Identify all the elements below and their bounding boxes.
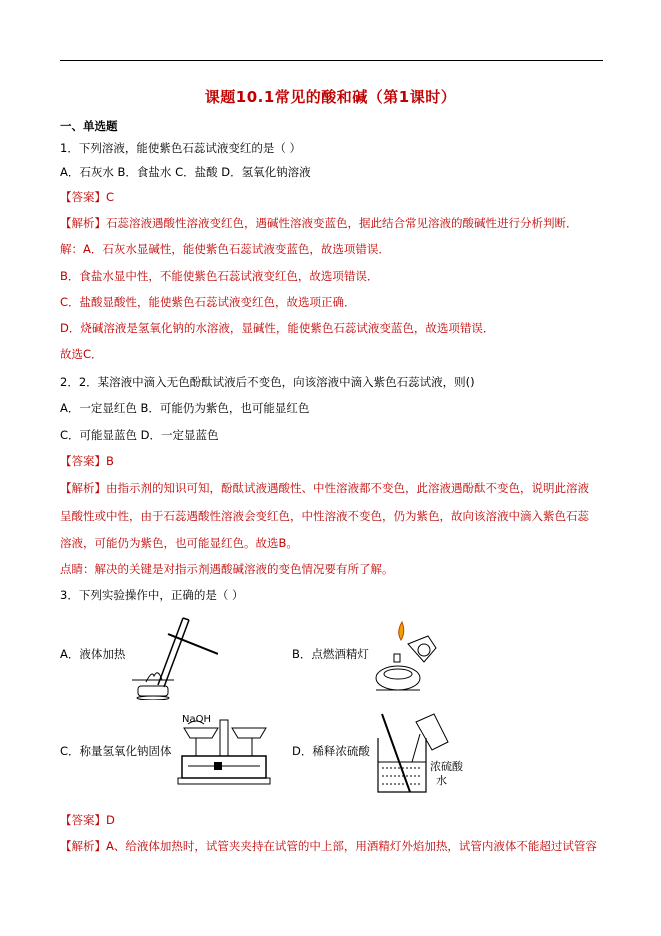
q1-analysis-1: 解：A．石灰水显碱性，能使紫色石蕊试液变蓝色，故选项错误． <box>60 242 390 256</box>
q2-options-row1: A．一定显红色 B．可能仍为紫色，也可能显红色 <box>60 401 310 415</box>
q3-option-a-label: A．液体加热 <box>60 647 126 661</box>
q1-analysis-0: 【解析】石蕊溶液遇酸性溶液变红色，遇碱性溶液变蓝色，据此结合常见溶液的酸碱性进行分析判断． <box>60 216 578 230</box>
q2-analysis-1: 呈酸性或中性，由于石蕊遇酸性溶液会变红色，中性溶液不变色，仍为紫色，故向该溶液中滴入紫色石蕊 <box>60 509 589 523</box>
naoh-label: NaOH <box>182 714 211 725</box>
acid-label: 浓硫酸 <box>430 760 463 773</box>
q2-analysis-3: 点睛：解决的关键是对指示剂遇酸碱溶液的变色情况要有所了解。 <box>60 562 394 576</box>
page-title: 课题10.1常见的酸和碱（第1课时） <box>204 88 457 106</box>
q1-analysis-4: D．烧碱溶液是氢氧化钠的水溶液，显碱性，能使紫色石蕊试液变蓝色，故选项错误． <box>60 321 495 335</box>
q3-analysis: 【解析】A、给液体加热时，试管夹夹持在试管的中上部，用酒精灯外焰加热，试管内液体不能超过试管容 <box>60 839 597 853</box>
q1-stem: 1．下列溶液，能使紫色石蕊试液变红的是（ ） <box>60 141 301 155</box>
q1-analysis-5: 故选C． <box>60 347 103 361</box>
q2-analysis-0: 【解析】由指示剂的知识可知，酚酞试液遇酸性、中性溶液都不变色，此溶液遇酚酞不变色，说明此溶液 <box>60 481 589 495</box>
q3-option-c-label: C．称量氢氧化钠固体 <box>60 744 172 758</box>
dilution-figure <box>372 708 466 798</box>
water-label: 水 <box>436 774 447 787</box>
header-rule <box>60 60 603 61</box>
q2-analysis-2: 溶液，可能仍为紫色，也可能显红色。故选B。 <box>60 536 298 550</box>
alcohol-lamp-figure <box>368 616 448 698</box>
q3-option-b-label: B．点燃酒精灯 <box>292 647 369 661</box>
q2-stem: 2．2．某溶液中滴入无色酚酞试液后不变色，向该溶液中滴入紫色石蕊试液，则() <box>60 375 475 389</box>
q1-answer: 【答案】C <box>60 190 115 204</box>
q3-stem: 3．下列实验操作中，正确的是（ ） <box>60 588 244 602</box>
section-heading: 一、单选题 <box>60 119 118 133</box>
q2-options-row2: C．可能显蓝色 D．一定显蓝色 <box>60 428 219 442</box>
q3-answer: 【答案】D <box>60 813 115 827</box>
q1-analysis-2: B．食盐水显中性，不能使紫色石蕊试液变红色，故选项错误． <box>60 269 379 283</box>
balance-scale-figure <box>174 710 274 792</box>
q3-option-d-label: D．稀释浓硫酸 <box>292 744 370 758</box>
q1-analysis-3: C．盐酸显酸性，能使紫色石蕊试液变红色，故选项正确． <box>60 295 356 309</box>
q1-options: A．石灰水 B．食盐水 C．盐酸 D．氢氧化钠溶液 <box>60 165 311 179</box>
q2-answer: 【答案】B <box>60 454 114 468</box>
test-tube-heating-figure <box>128 610 218 700</box>
